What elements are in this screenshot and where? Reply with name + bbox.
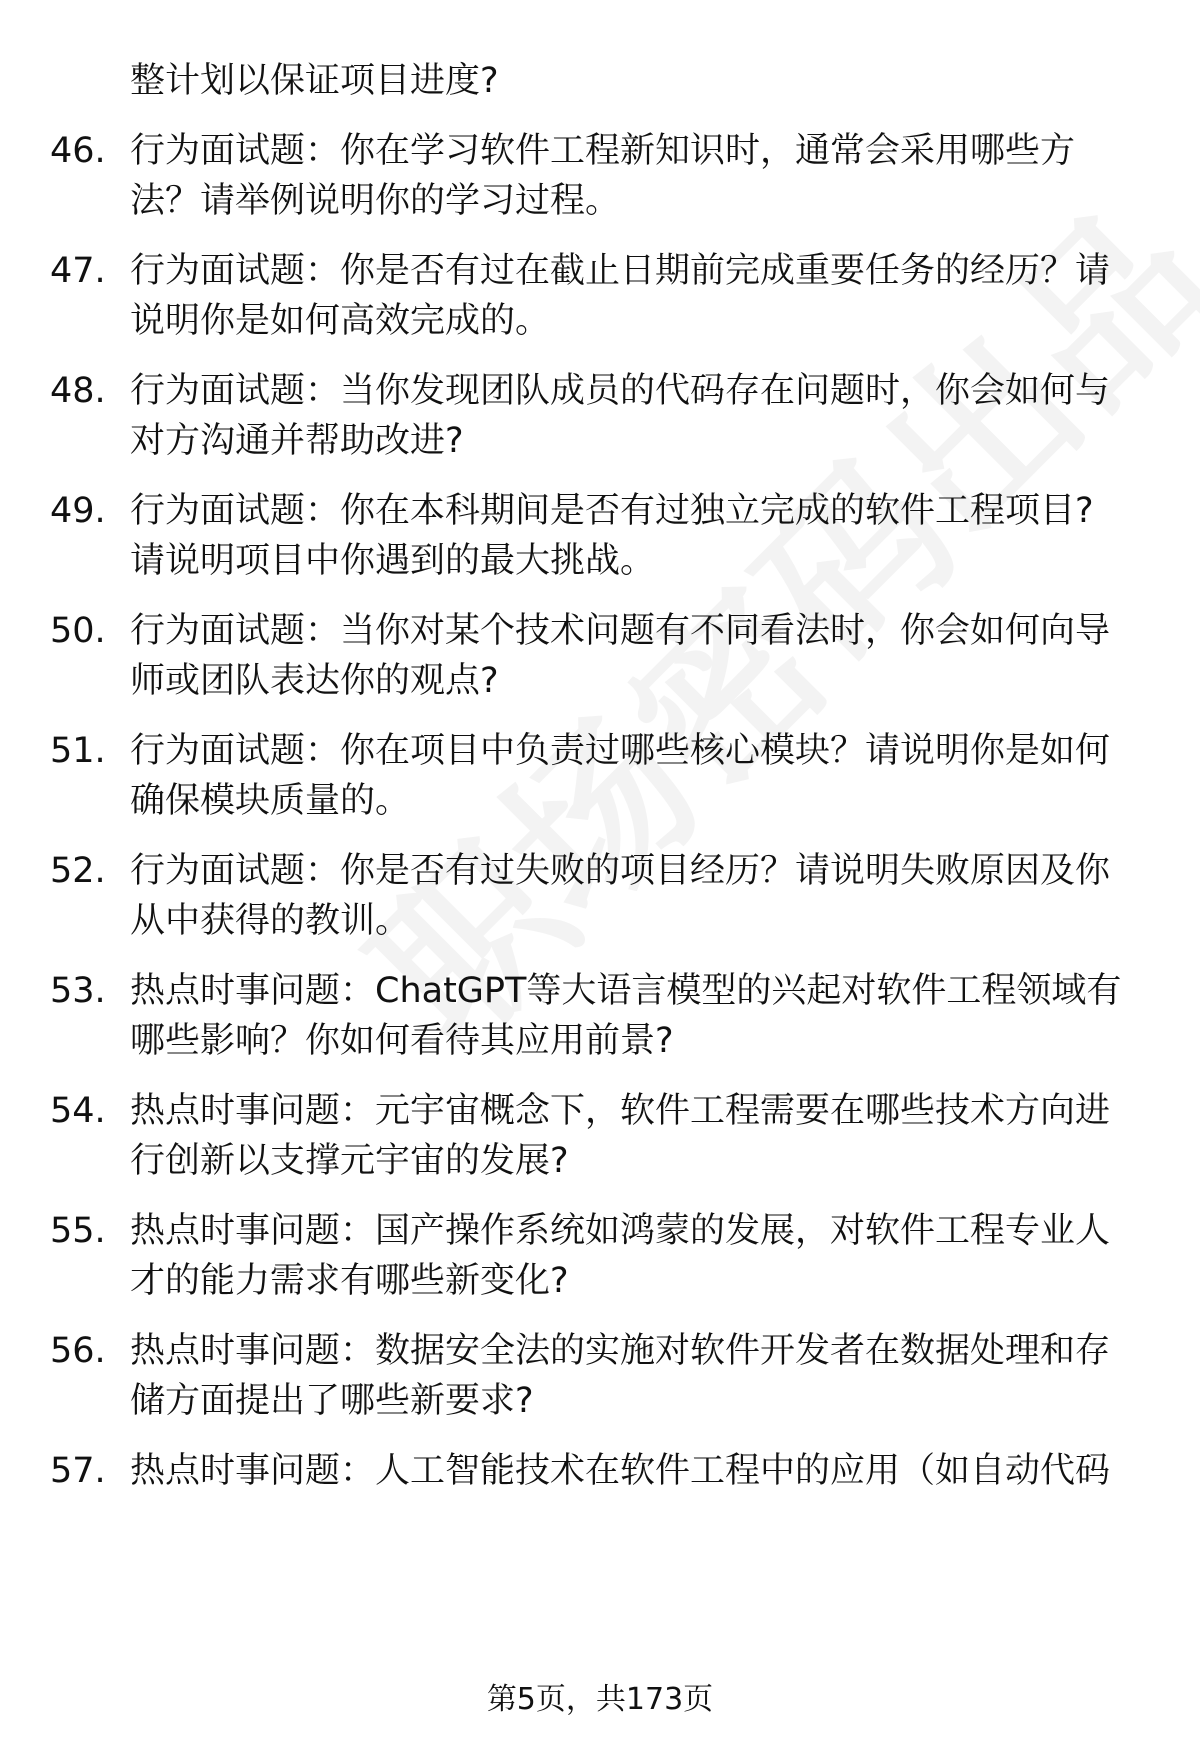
- question-text: [130, 1086, 1160, 1186]
- question-number: 55.: [50, 1211, 106, 1251]
- question-line: 从中获得的教训。: [130, 901, 411, 941]
- question-line: 行创新以支撑元宇宙的发展?: [130, 1141, 569, 1181]
- question-item: [50, 726, 1160, 826]
- question-line: 储方面提出了哪些新要求?: [130, 1381, 534, 1421]
- question-line: 热点时事问题：元宇宙概念下，软件工程需要在哪些技术方向进: [130, 1091, 1111, 1131]
- question-item: [50, 1446, 1160, 1496]
- question-line: 师或团队表达你的观点?: [130, 661, 499, 701]
- question-line: 哪些影响？你如何看待其应用前景?: [130, 1021, 674, 1061]
- question-text: [130, 126, 1160, 226]
- question-number: 56.: [50, 1331, 106, 1371]
- question-text: [130, 366, 1160, 466]
- question-line: 说明你是如何高效完成的。: [130, 301, 551, 341]
- question-line: 热点时事问题：数据安全法的实施对软件开发者在数据处理和存: [130, 1331, 1111, 1371]
- question-line: 法？请举例说明你的学习过程。: [130, 181, 621, 221]
- page-number-footer: 第5页，共173页: [486, 1682, 714, 1717]
- question-line: 热点时事问题：国产操作系统如鸿蒙的发展，对软件工程专业人: [130, 1211, 1111, 1251]
- question-line: 行为面试题：你在本科期间是否有过独立完成的软件工程项目?: [130, 491, 1094, 531]
- question-text: [130, 1326, 1160, 1426]
- continued-question-line: 整计划以保证项目进度?: [130, 61, 499, 101]
- question-line: 行为面试题：你在项目中负责过哪些核心模块？请说明你是如何: [130, 731, 1111, 771]
- question-line: 行为面试题：你是否有过失败的项目经历？请说明失败原因及你: [130, 851, 1111, 891]
- question-number: 52.: [50, 851, 106, 891]
- question-text: [130, 1206, 1160, 1306]
- question-number: 54.: [50, 1091, 106, 1131]
- question-item: [50, 486, 1160, 586]
- question-line: 请说明项目中你遇到的最大挑战。: [130, 541, 656, 581]
- question-item: [50, 1086, 1160, 1186]
- question-number: 51.: [50, 731, 106, 771]
- question-number: 50.: [50, 611, 106, 651]
- question-item: [50, 1326, 1160, 1426]
- question-line: 热点时事问题：ChatGPT等大语言模型的兴起对软件工程领域有: [130, 971, 1122, 1011]
- question-number: 49.: [50, 491, 106, 531]
- question-text: [130, 606, 1160, 706]
- question-line: 对方沟通并帮助改进?: [130, 421, 464, 461]
- question-text: [130, 846, 1160, 946]
- question-number: 48.: [50, 371, 106, 411]
- question-text: [130, 246, 1160, 346]
- question-text: [130, 726, 1160, 826]
- question-text: [130, 966, 1160, 1066]
- question-line: 热点时事问题：人工智能技术在软件工程中的应用（如自动代码: [130, 1451, 1111, 1491]
- question-item: [50, 366, 1160, 466]
- question-text: [130, 486, 1160, 586]
- question-line: 行为面试题：你在学习软件工程新知识时，通常会采用哪些方: [130, 131, 1076, 171]
- question-item: [50, 246, 1160, 346]
- question-number: 46.: [50, 131, 106, 171]
- question-line: 行为面试题：当你对某个技术问题有不同看法时，你会如何向导: [130, 611, 1111, 651]
- question-number: 53.: [50, 971, 106, 1011]
- question-item: [50, 126, 1160, 226]
- question-line: 才的能力需求有哪些新变化?: [130, 1261, 569, 1301]
- question-line: 行为面试题：当你发现团队成员的代码存在问题时，你会如何与: [130, 371, 1111, 411]
- question-item: [50, 606, 1160, 706]
- question-item: [50, 966, 1160, 1066]
- question-item: [50, 1206, 1160, 1306]
- question-text: [130, 1446, 1160, 1496]
- question-number: 47.: [50, 251, 106, 291]
- question-line: 确保模块质量的。: [130, 781, 411, 821]
- question-item: [50, 846, 1160, 946]
- question-line: 行为面试题：你是否有过在截止日期前完成重要任务的经历？请: [130, 251, 1111, 291]
- question-number: 57.: [50, 1451, 106, 1491]
